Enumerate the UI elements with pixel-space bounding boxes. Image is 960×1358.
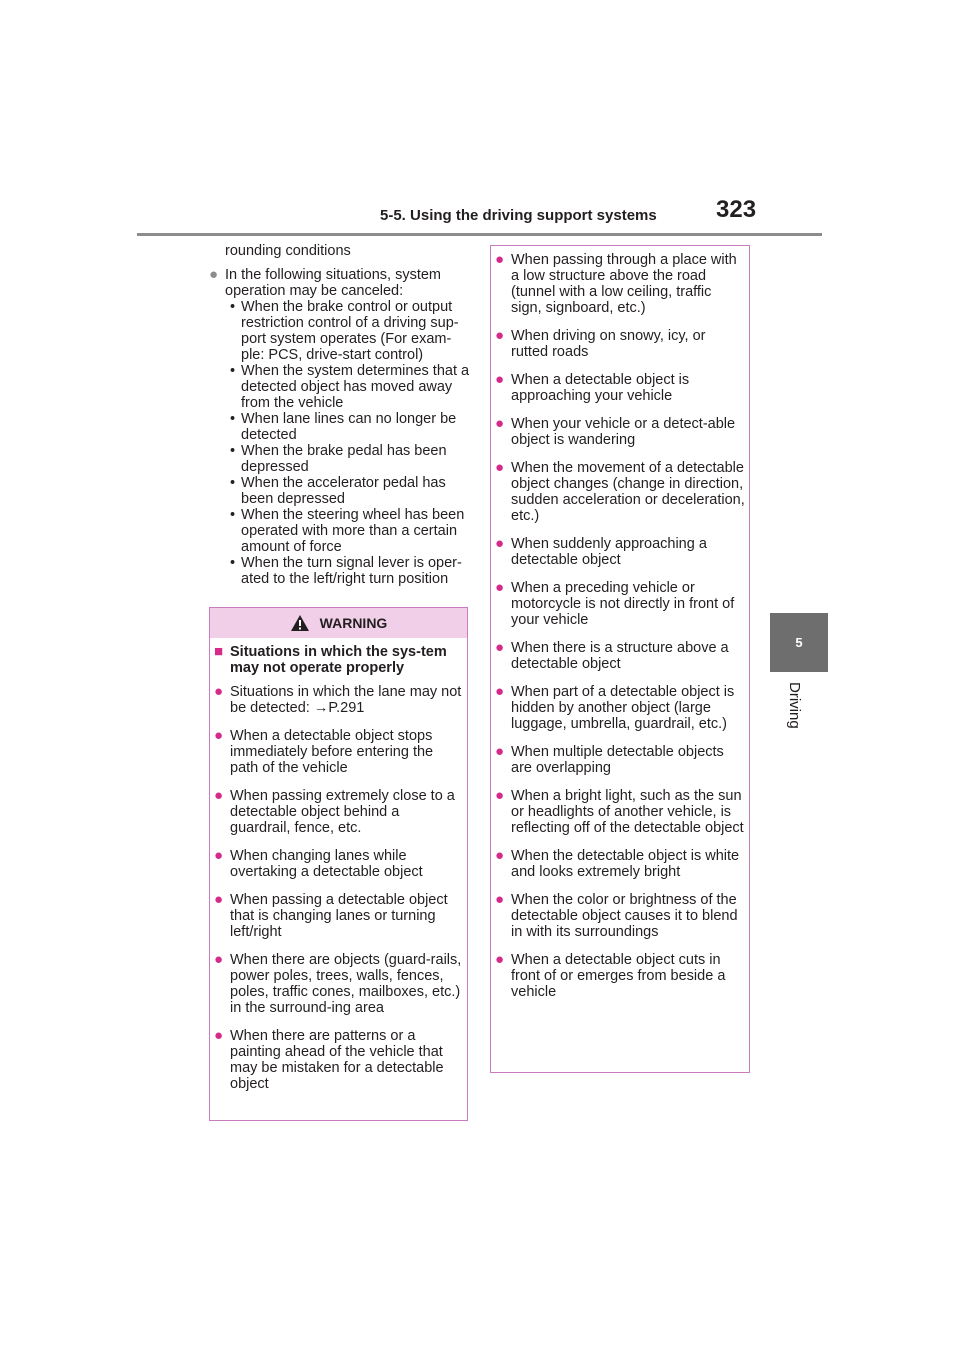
warning-heading: ■ Situations in which the sys-tem may not operate properly — [214, 643, 447, 676]
list-item: ● When passing extremely close to a detectable object behind a guardrail, fence, etc. — [214, 787, 455, 836]
warning-label: WARNING — [319, 615, 388, 631]
list-item: ● When there are patterns or a painting ahead of the vehicle that may be mistaken for a detectable object — [214, 1027, 444, 1092]
bullet-icon: ● — [214, 683, 224, 700]
chapter-number: 5 — [795, 635, 803, 650]
bullet-icon: ● — [214, 727, 224, 744]
list-item: ● When driving on snowy, icy, or rutted roads — [495, 327, 706, 360]
list-item: ● When there is a structure above a detectable object — [495, 639, 729, 672]
bullet-icon: ● — [214, 847, 224, 864]
bullet-icon: ● — [495, 847, 505, 864]
bullet-icon: ● — [209, 266, 219, 283]
bullet-icon: ● — [214, 1027, 224, 1044]
list-item: ● When multiple detectable objects are overlapping — [495, 743, 724, 776]
bullet-icon: ● — [495, 639, 505, 656]
list-item: ● When part of a detectable object is hidden by another object (large luggage, umbrella, guardrail, etc.) — [495, 683, 735, 732]
list-item: ● When changing lanes while overtaking a detectable object — [214, 847, 423, 880]
list-item: ● When passing through a place with a low structure above the road (tunnel with a low ceiling, traffic sign, signboard, etc.) — [495, 251, 737, 316]
cancel-intro: In the following situations, system operation may be canceled: — [225, 267, 441, 299]
warning-triangle-icon — [290, 614, 310, 632]
warning-box — [209, 607, 468, 1121]
bullet-icon: ● — [495, 371, 505, 388]
continuation-text: rounding conditions — [225, 243, 351, 259]
list-item: ● When your vehicle or a detect-able object is wandering — [495, 415, 736, 448]
bullet-icon: ● — [495, 787, 505, 804]
bullet-icon: ● — [495, 683, 505, 700]
list-item: ● When suddenly approaching a detectable object — [495, 535, 707, 568]
bullet-icon: ● — [495, 535, 505, 552]
right-column-box — [490, 245, 750, 1073]
cancel-conditions — [209, 267, 471, 587]
bullet-icon: ● — [495, 579, 505, 596]
bullet-icon: ● — [495, 327, 505, 344]
bullet-icon: ● — [495, 459, 505, 476]
chapter-label: Driving — [786, 682, 803, 729]
list-item: • When the system determines that a detected object has moved away from the vehicle — [230, 363, 470, 411]
chapter-tab[interactable] — [770, 613, 828, 672]
bullet-icon: ● — [495, 951, 505, 968]
list-item: ● When the detectable object is white and looks extremely bright — [495, 847, 740, 880]
left-column — [209, 243, 471, 587]
list-item: ● When a detectable object cuts in front of or emerges from beside a vehicle — [495, 951, 726, 1000]
list-item: • When lane lines can no longer be detected — [230, 411, 457, 443]
bullet-icon: ● — [214, 951, 224, 968]
bullet-icon: ● — [495, 415, 505, 432]
list-item: ● When a bright light, such as the sun or headlights of another vehicle, is reflecting off of the detectable object — [495, 787, 744, 836]
square-bullet-icon: ■ — [214, 643, 224, 660]
warning-body — [210, 638, 467, 1092]
bullet-icon: ● — [495, 743, 505, 760]
list-item: • When the brake control or output restriction control of a driving sup-port system operates (For exam-ple: PCS, drive-start control) — [230, 299, 459, 363]
list-item: ● Situations in which the lane may not be detected: →P.291 — [214, 683, 462, 716]
list-item: • When the accelerator pedal has been depressed — [230, 475, 446, 507]
bullet-icon: ● — [495, 891, 505, 908]
list-item: ● When a preceding vehicle or motorcycle is not directly in front of your vehicle — [495, 579, 735, 628]
list-item: • When the brake pedal has been depressed — [230, 443, 447, 475]
list-item: ● When a detectable object stops immediately before entering the path of the vehicle — [214, 727, 434, 776]
list-item: ● When the color or brightness of the detectable object causes it to blend in with its surroundings — [495, 891, 738, 940]
list-item: ● When the movement of a detectable object changes (change in direction, sudden acceleration or deceleration, etc.) — [495, 459, 745, 524]
bullet-icon: ● — [214, 787, 224, 804]
bullet-icon: ● — [495, 251, 505, 268]
bullet-icon: ● — [214, 891, 224, 908]
warning-header — [210, 608, 467, 638]
section-title: 5-5. Using the driving support systems — [380, 207, 657, 224]
page-number: 323 — [716, 196, 757, 223]
list-item: ● When there are objects (guard-rails, power poles, trees, walls, fences, poles, traffic cones, mailboxes, etc.) in the surround-ing area — [214, 951, 462, 1016]
list-item: ● When passing a detectable object that is changing lanes or turning left/right — [214, 891, 448, 940]
header-divider — [137, 233, 822, 236]
list-item: ● When a detectable object is approaching your vehicle — [495, 371, 690, 404]
list-item: • When the turn signal lever is oper-ated to the left/right turn position — [230, 555, 462, 587]
list-item: • When the steering wheel has been operated with more than a certain amount of force — [230, 507, 465, 555]
